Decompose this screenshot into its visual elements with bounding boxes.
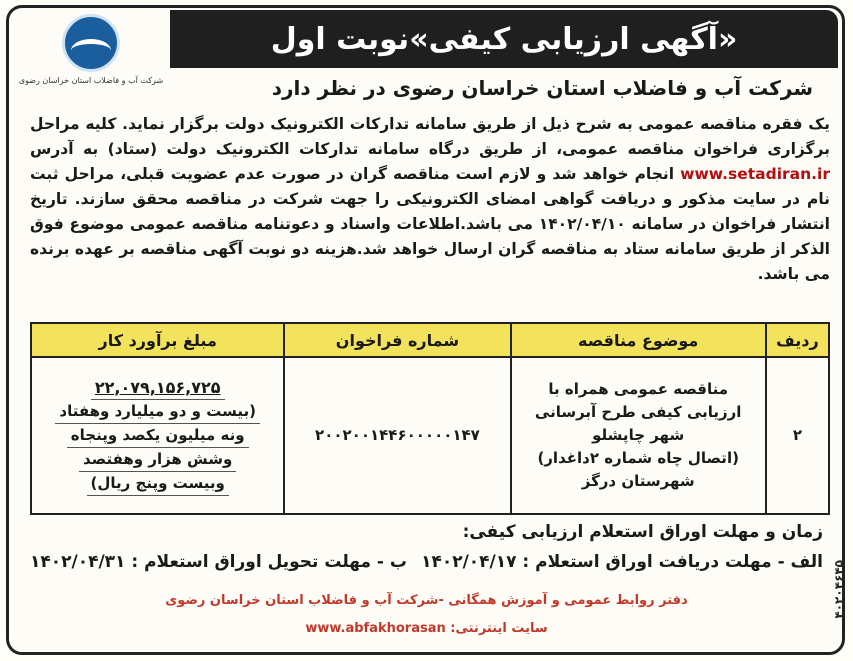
subject-line: شهرستان درگز [581, 472, 695, 490]
body-part1: یک فقره مناقصه عمومی به شرح ذیل از طریق سامانه تدارکات الکترونیک دولت برگزار نماید. کلیه مراحل برگزاری فراخوان مناقصه عمومی، از طریق درگاه سامانه تدارکات الکترونیک دولت (ستاد) به آدرس [30, 115, 830, 158]
footer-office: دفتر روابط عمومی و آموزش همگانی -شرکت آب و فاضلاب استان خراسان رضوی [165, 593, 688, 608]
amount-number: ۲۲,۰۷۹,۱۵۶,۷۲۵ [91, 376, 225, 400]
amount-words-line: ونه میلیون یکصد وپنجاه [67, 424, 249, 448]
deliver-deadline: ب - مهلت تحویل اوراق استعلام : ۱۴۰۲/۰۴/۳۱ [30, 552, 407, 572]
subject-line: (اتصال چاه شماره ۲داغدار) [537, 449, 739, 467]
deadline-line [30, 552, 823, 572]
side-code: ۴۰۲۰۴۶۴۵ [832, 560, 846, 619]
cell-amount [31, 357, 284, 514]
footer-website[interactable]: سایت اینترنتی: www.abfakhorasan [305, 621, 548, 636]
header-row-number: ردیف [766, 323, 829, 357]
receive-deadline: الف - مهلت دریافت اوراق استعلام : ۱۴۰۲/۰۴/۱۷ [421, 552, 823, 572]
water-drop-icon [62, 14, 120, 72]
header-subject: موضوع مناقصه [511, 323, 766, 357]
amount-words-line: وشش هزار وهفتصد [79, 448, 236, 472]
amount-words-line: (بیست و دو میلیارد وهفتاد [55, 400, 260, 424]
logo-caption: شرکت آب و فاضلاب استان خراسان رضوی [18, 76, 164, 85]
tender-table [30, 322, 830, 515]
subject-line: ارزیابی کیفی طرح آبرسانی [534, 403, 742, 421]
header-code: شماره فراخوان [284, 323, 510, 357]
cell-code: ۲۰۰۲۰۰۱۴۴۶۰۰۰۰۰۱۴۷ [284, 357, 510, 514]
ad-title-banner [170, 10, 838, 68]
table-row [31, 357, 829, 514]
amount-words-line: وبیست وپنج ریال) [87, 472, 229, 496]
ad-title: «آگهی ارزیابی کیفی»نوبت اول [270, 21, 738, 57]
body-part2: انجام خواهد شد و لازم است مناقصه گران در صورت عدم عضویت قبلی، مراحل ثبت نام در سایت مذکور و دریافت گواهی امضای الکترونیکی را جهت شرکت در مناقصه محقق سازند. تاریخ انتشار فراخوان در سامانه ۱۴۰۲/۰۴/۱۰ می باشد.اطلاعات واسناد و دعوتنامه مناقصه عمومی موضوع فوق الذکر از طریق سامانه ستاد به مناقصه گران ارسال خواهد شد.هزینه دو نوبت آگهی مناقصه بر عهده برنده می باشد. [30, 165, 830, 283]
header-amount: مبلغ برآورد کار [31, 323, 284, 357]
subject-line: شهر چاپشلو [592, 426, 685, 444]
table-header-row [31, 323, 829, 357]
cell-subject [511, 357, 766, 514]
company-logo [16, 14, 166, 106]
setad-link[interactable]: www.setadiran.ir [680, 165, 830, 183]
subject-line: مناقصه عمومی همراه با [548, 380, 728, 398]
cell-row-number: ۲ [766, 357, 829, 514]
deadline-title: زمان و مهلت اوراق استعلام ارزیابی کیفی: [462, 522, 823, 542]
company-line: شرکت آب و فاضلاب استان خراسان رضوی در نظر دارد [271, 76, 813, 100]
ad-body [30, 112, 830, 287]
